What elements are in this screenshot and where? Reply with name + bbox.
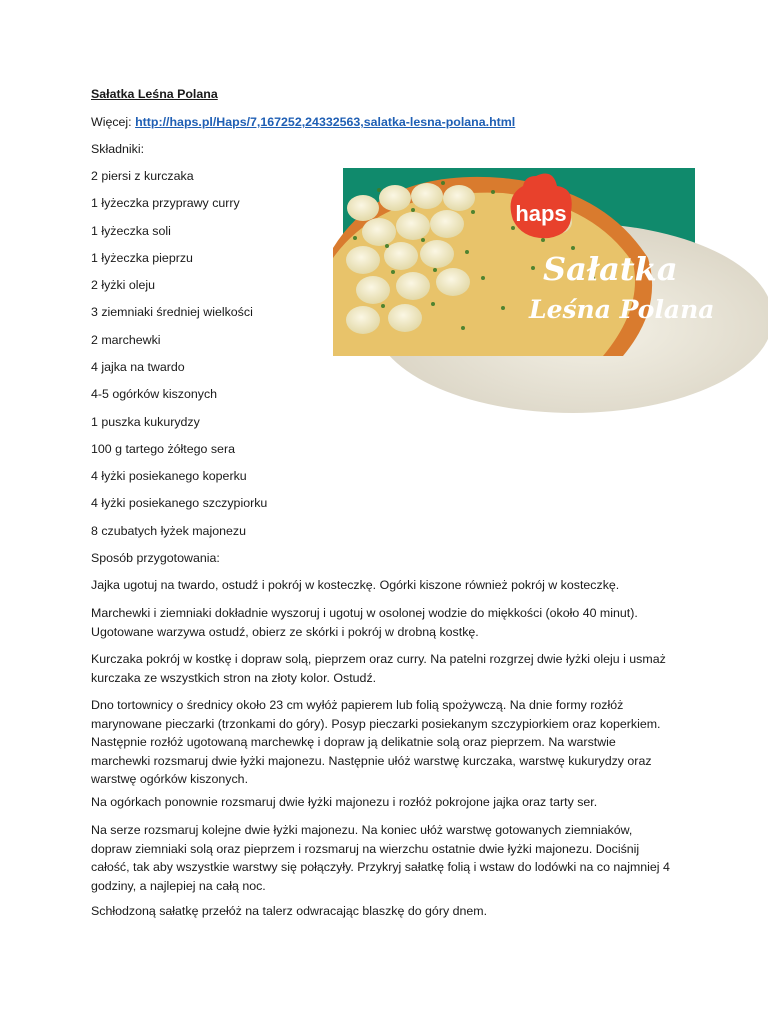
step-paragraph: Schłodzoną sałatkę przełóż na talerz odwracając blaszkę do góry dnem. [91,904,488,918]
list-item: 1 łyżeczka przyprawy curry [91,196,240,210]
list-item: 2 łyżki oleju [91,278,156,292]
step-paragraph: Jajka ugotuj na twardo, ostudź i pokrój w kosteczkę. Ogórki kiszone również pokrój w kosteczkę. [91,578,620,592]
list-item: 8 czubatych łyżek majonezu [91,524,246,538]
step-paragraph: Na ogórkach ponownie rozsmaruj dwie łyżki majonezu i rozłóż pokrojone jajka oraz tarty ser. [91,795,598,809]
list-item: 2 marchewki [91,333,161,347]
more-label: Więcej: [91,115,132,129]
method-heading: Sposób przygotowania: [91,551,220,565]
more-link-row [91,113,515,131]
salad-photo [343,168,715,356]
list-item: 4 jajka na twardo [91,360,185,374]
photo-title-line2: Leśna Polana [529,295,715,324]
ingredients-heading: Składniki: [91,142,145,156]
list-item: 100 g tartego żółtego sera [91,442,235,456]
page-title: Sałatka Leśna Polana [91,87,218,101]
list-item: 4 łyżki posiekanego szczypiorku [91,496,268,510]
step-paragraph: Dno tortownicy o średnicy około 23 cm wyłóż papierem lub folią spożywczą. Na dnie formy rozłóż marynowane pieczarki (trzonkami do góry). Posyp pieczarki posiekanym szczypiorkiem oraz koperkiem. Następnie rozłóż ugotowaną marchewkę i dopraw ją delikatnie solą oraz pieprzem. Na warstwie marchewki rozsmaruj dwie łyżki majonezu. Następnie ułóż warstwę kurczaka, warstwę kukurydzy oraz warstwę ogórków kiszonych. [91,698,661,787]
list-item: 2 piersi z kurczaka [91,169,194,183]
step-paragraph: Kurczaka pokrój w kostkę i dopraw solą, pieprzem oraz curry. Na patelni rozgrzej dwie łyżki oleju i usmaż kurczaka ze wszystkich stron na złoty kolor. Ostudź. [91,652,666,685]
logo-text: haps [515,201,567,226]
list-item: 4-5 ogórków kiszonych [91,387,218,401]
list-item: 1 łyżeczka soli [91,224,171,238]
list-item: 4 łyżki posiekanego koperku [91,469,247,483]
list-item: 1 łyżeczka pieprzu [91,251,193,265]
photo-title-line1: Sałatka [543,250,678,288]
step-paragraph: Na serze rozsmaruj kolejne dwie łyżki majonezu. Na koniec ułóż warstwę gotowanych ziemniaków, dopraw ziemniaki solą oraz pieprzem i rozsmaruj na wierzchu ostatnie dwie łyżki majonezu. Dociśnij całość, tak aby wszystkie warstwy się połączyły. Przykryj sałatkę folią i wstaw do lodówki na co najmniej 4 godziny, a najlepiej na całą noc. [91,823,670,893]
step-paragraph: Marchewki i ziemniaki dokładnie wyszoruj i ugotuj w osolonej wodzie do miękkości (około 40 minut). Ugotowane warzywa ostudź, obierz ze skórki i pokrój w drobną kostkę. [91,606,638,639]
list-item: 3 ziemniaki średniej wielkości [91,305,253,319]
source-link[interactable]: http://haps.pl/Haps/7,167252,24332563,salatka-lesna-polana.html [135,115,516,129]
list-item: 1 puszka kukurydzy [91,415,200,429]
